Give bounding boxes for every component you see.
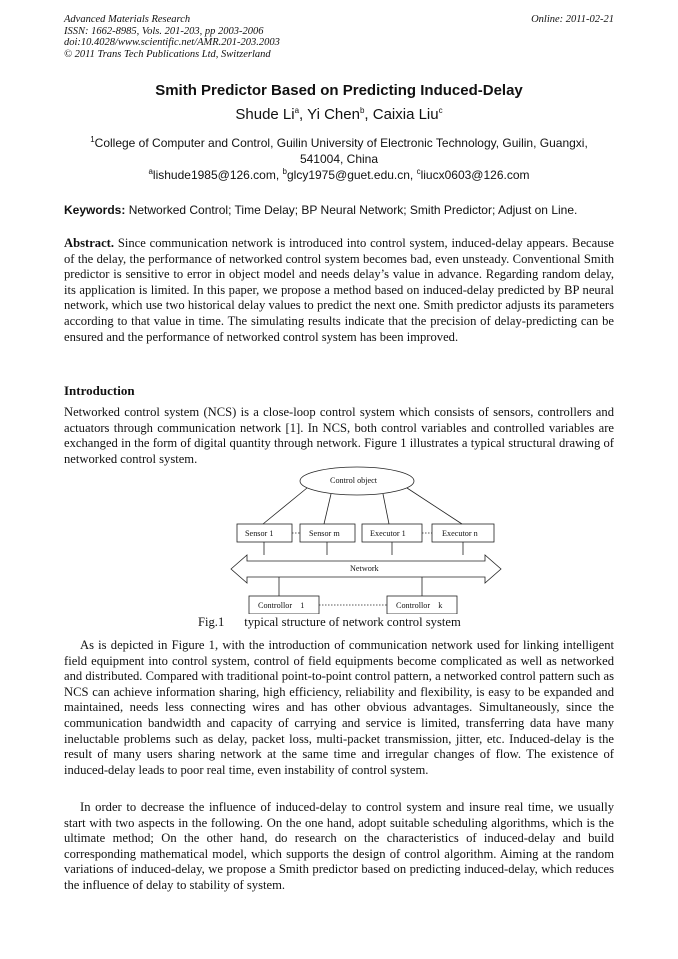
email-list xyxy=(0,167,678,182)
sensor-m-label: Sensor m xyxy=(309,529,340,538)
network-label: Network xyxy=(350,564,379,573)
link-line xyxy=(383,494,389,524)
link-line xyxy=(407,488,462,524)
doi-line: doi:10.4028/www.scientific.net/AMR.201-203.2003 xyxy=(64,37,280,48)
figure-number: Fig.1 xyxy=(198,615,225,629)
keywords-label: Keywords: xyxy=(64,203,126,217)
control-object-label: Control object xyxy=(330,476,378,485)
affiliation xyxy=(70,132,608,167)
author-name: Shude Li xyxy=(235,106,295,123)
figure-caption-text: typical structure of network control system xyxy=(244,615,461,629)
section-heading-introduction: Introduction xyxy=(64,383,135,398)
journal-header xyxy=(64,14,614,60)
affiliation-text: College of Computer and Control, Guilin University of Electronic Technology, Guilin, Guangxi, 541004, China xyxy=(94,136,588,166)
affiliation-mark: 1 xyxy=(90,135,95,144)
keywords-text: Networked Control; Time Delay; BP Neural Network; Smith Predictor; Adjust on Line. xyxy=(128,203,578,217)
abstract-label: Abstract. xyxy=(64,236,115,250)
author-separator: , xyxy=(299,106,308,123)
intro-paragraph-2: As is depicted in Figure 1, with the introduction of communication network used for linking intelligent field equipment into control system, control of field equipments become complicated as well as networked and distributed. Compared with traditional point-to-point control pattern, a networked control pattern such as NCS can achieve information sharing, high efficiency, reliability and flexibility, is easy to be expanded and maintained, needs less connecting wires and has other obvious advantages. Simultaneously, since the communication bandwidth and capacity of carrying and service is limited, transferring data have many ineluctable problems such as delay, packet loss, multi-packet transmission, jitter, etc. Induced-delay is the result of many users sharing network at the same time and irregular changes of flow. The existence of induced-delay leads to poor real time, even instability of control system. xyxy=(64,638,614,777)
email-separator: , xyxy=(275,168,283,182)
figure-1-lines xyxy=(227,466,502,614)
figure-1-caption xyxy=(198,615,461,630)
email-address: liucx0603@126.com xyxy=(420,168,530,182)
controller-1-label: Controllor 1 xyxy=(258,601,305,610)
author-mark: a xyxy=(294,106,300,115)
abstract xyxy=(64,236,614,345)
link-line xyxy=(263,488,307,524)
author-list xyxy=(0,106,678,123)
email-mark: c xyxy=(416,167,421,176)
email-address: glcy1975@guet.edu.cn xyxy=(286,168,410,182)
author-name: Caixia Liu xyxy=(372,106,439,123)
issn-line: ISSN: 1662-8985, Vols. 201-203, pp 2003-2006 xyxy=(64,25,264,37)
online-date: Online: 2011-02-21 xyxy=(531,14,614,25)
author-mark: b xyxy=(359,106,365,115)
author-mark: c xyxy=(438,106,443,115)
author-name: Yi Chen xyxy=(307,106,360,123)
controller-k-label: Controllor k xyxy=(396,601,443,610)
keywords xyxy=(64,203,616,217)
paper-title: Smith Predictor Based on Predicting Induced-Delay xyxy=(155,82,523,99)
intro-paragraph-1: Networked control system (NCS) is a close-loop control system which consists of sensors, controllers and actuators through communication network [1]. In NCS, both control variables and controlled variables are exchanged in the form of digital quantity through network. Figure 1 illustrates a typical structural drawing of networked control system. xyxy=(64,405,614,466)
executor-1-label: Executor 1 xyxy=(370,529,406,538)
figure-1-diagram xyxy=(227,466,502,614)
intro-paragraph-3: In order to decrease the influence of induced-delay to control system and insure real time, we usually start with two aspects in the following. On the one hand, adopt suitable scheduling algorithms, which is the ultimate method; On the other hand, do research on the characteristics of induced-delay and build corresponding mathematical model, which supports the design of control algorithm. Aiming at the random variations of induced-delay, we propose a Smith predictor based on predicting induced-delay, which reduces the influence of delay to stability of system. xyxy=(64,800,614,892)
sensor-1-label: Sensor 1 xyxy=(245,529,274,538)
email-address: lishude1985@126.com xyxy=(152,168,276,182)
journal-name: Advanced Materials Research xyxy=(64,14,191,25)
link-line xyxy=(324,494,331,524)
email-mark: a xyxy=(148,167,153,176)
email-mark: b xyxy=(282,167,287,176)
email-separator: , xyxy=(409,168,417,182)
executor-n-label: Executor n xyxy=(442,529,478,538)
copyright-line: © 2011 Trans Tech Publications Ltd, Switzerland xyxy=(64,48,271,60)
author-separator: , xyxy=(364,106,373,123)
abstract-text: Since communication network is introduced into control system, induced-delay appears. Because of the delay, the performance of networked control system becomes bad, even unsteady. Conventional Smith predictor is sensitive to error in object model and needs delay’s value in advance. Regarding random delay, its application is limited. In this paper, we propose a method based on induced-delay predicted by BP neural network, which use two historical delay values to predict the next one. Smith predictor adjusts its parameters according to that value in time. The simulating results indicate that the precision of delay-predicting can be ensured and the performance of networked control system has been improved. xyxy=(64,236,614,344)
